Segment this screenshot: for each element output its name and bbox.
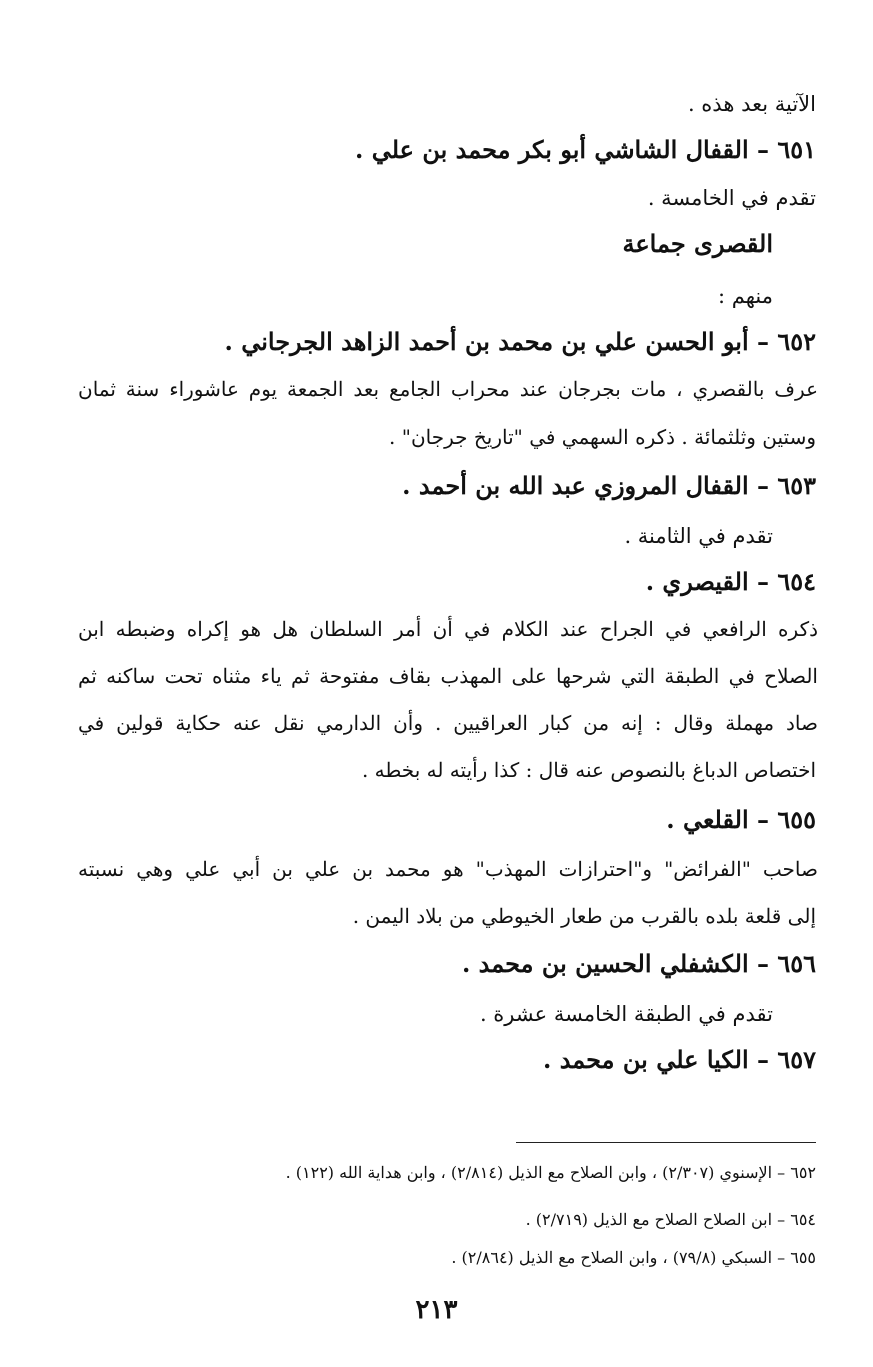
text-line: منهم : <box>718 284 773 308</box>
paragraph-line: إلى قلعة بلده بالقرب من طعار الخيوطي من بلاد اليمن . <box>352 904 816 928</box>
entry-heading-653: ٦٥٣ – القفال المروزي عبد الله بن أحمد . <box>402 471 816 500</box>
text-line: الآتية بعد هذه . <box>687 92 816 116</box>
entry-heading-651: ٦٥١ – القفال الشاشي أبو بكر محمد بن علي . <box>354 135 816 164</box>
page-number: ٢١٣ <box>415 1295 458 1325</box>
paragraph-line: اختصاص الدباغ بالنصوص عنه قال : كذا رأيته له بخطه . <box>361 758 816 782</box>
footnote-654: ٦٥٤ – ابن الصلاح الصلاح مع الذيل (٢/٧١٩) . <box>525 1210 816 1229</box>
paragraph-line: عرف بالقصري ، مات بجرجان عند محراب الجامع بعد الجمعة يوم عاشوراء سنة ثمان <box>78 377 818 401</box>
entry-heading-654: ٦٥٤ – القيصري . <box>645 567 816 596</box>
entry-heading-657: ٦٥٧ – الكيا علي بن محمد . <box>543 1045 816 1074</box>
paragraph-line: الصلاح في الطبقة التي شرحها على المهذب بقاف مفتوحة ثم ياء مثناه تحت ساكنه ثم <box>78 664 818 688</box>
footnote-separator <box>516 1142 816 1143</box>
text-line: تقدم في الطبقة الخامسة عشرة . <box>479 1002 773 1026</box>
entry-heading-652: ٦٥٢ – أبو الحسن علي بن محمد بن أحمد الزاهد الجرجاني . <box>224 327 816 356</box>
section-heading: القصرى جماعة <box>622 229 773 258</box>
entry-heading-655: ٦٥٥ – القلعي . <box>666 805 816 834</box>
text-line: تقدم في الخامسة . <box>647 186 816 210</box>
paragraph-line: صاحب "الفرائض" و"احترازات المهذب" هو محمد بن علي بن أبي علي وهي نسبته <box>78 857 818 881</box>
paragraph-line: وستين وثلثمائة . ذكره السهمي في "تاريخ جرجان" . <box>389 425 816 449</box>
paragraph-line: ذكره الرافعي في الجراح عند الكلام في أن أمر السلطان هل هو إكراه وضبطه ابن <box>78 617 818 641</box>
footnote-652: ٦٥٢ – الإسنوي (٢/٣٠٧) ، وابن الصلاح مع الذيل (٢/٨١٤) ، وابن هداية الله (١٢٢) . <box>285 1163 816 1182</box>
footnote-655: ٦٥٥ – السبكي (٧٩/٨) ، وابن الصلاح مع الذيل (٢/٨٦٤) . <box>451 1248 816 1267</box>
paragraph-line: صاد مهملة وقال : إنه من كبار العراقيين . وأن الدارمي نقل عنه حكاية قولين في <box>78 711 818 735</box>
entry-heading-656: ٦٥٦ – الكشفلي الحسين بن محمد . <box>461 949 816 978</box>
text-line: تقدم في الثامنة . <box>624 524 773 548</box>
